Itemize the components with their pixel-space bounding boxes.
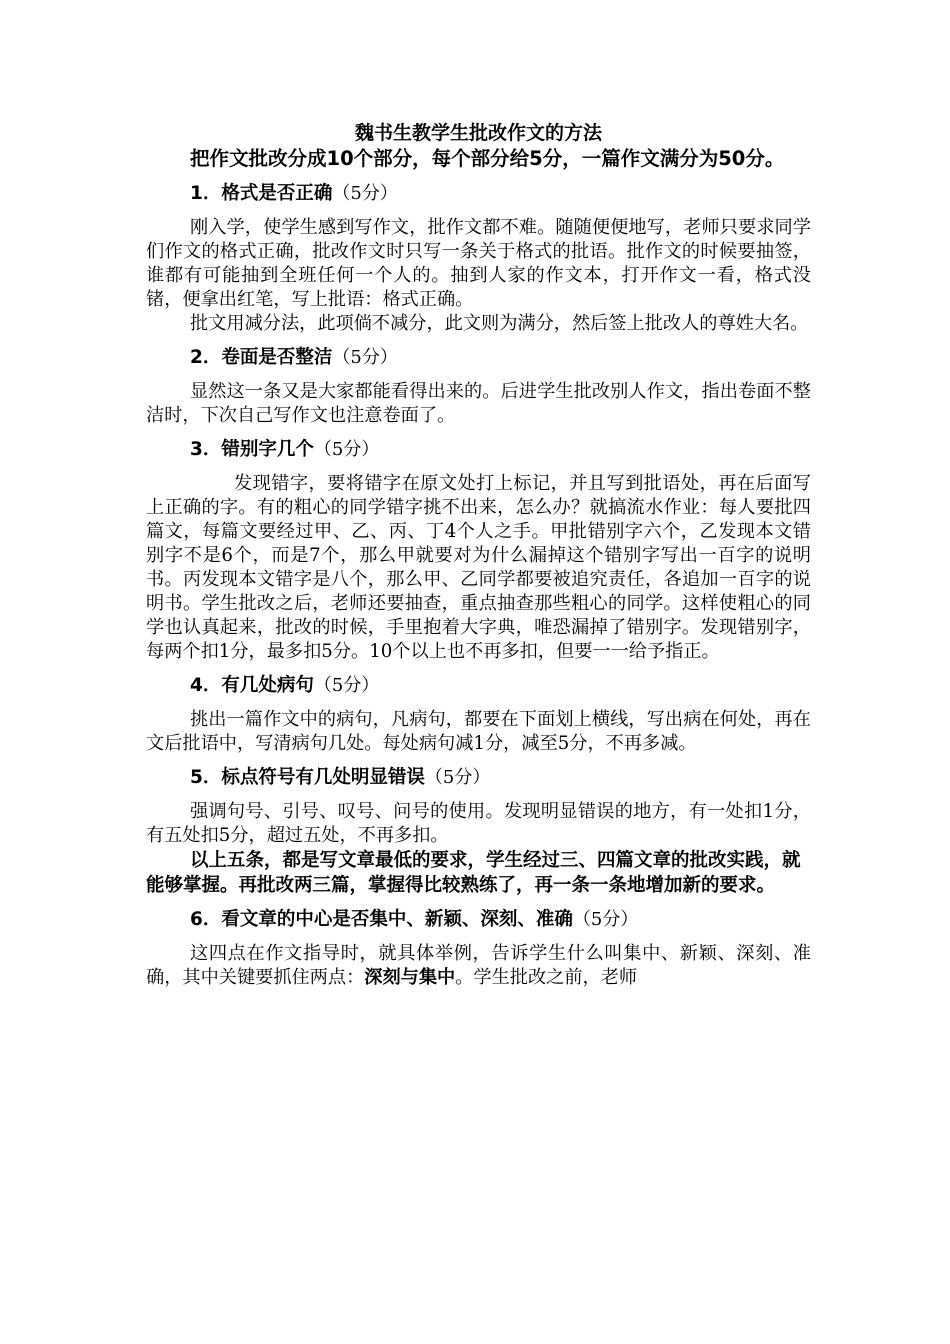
section-3-score: （5分） xyxy=(313,439,380,460)
section-6-text-after: 。学生批改之前，老师 xyxy=(455,967,638,988)
document-body xyxy=(146,120,811,990)
section-1-paragraph-1: 刚入学，使学生感到写作文，批作文都不难。随随便便地写，老师只要求同学们作文的格式正确，批改作文时只写一条关于格式的批语。批作文的时候要抽签，谁都有可能抽到全班任何一个人的。抽到人家的作文本，打开作文一看，格式没锗，便拿出红笔，写上批语：格式正确。 xyxy=(146,217,811,310)
section-4-score: （5分） xyxy=(313,675,380,696)
section-3-heading xyxy=(190,437,811,463)
section-6-score: （5分） xyxy=(572,909,639,930)
section-3-heading-text: 3．错别字几个 xyxy=(190,439,314,460)
section-2-score: （5分） xyxy=(332,347,398,368)
section-2-paragraph-1: 显然这一条又是大家都能看得出来的。后进学生批改别人作文，指出卷面不整洁时，下次自己写作文也注意卷面了。 xyxy=(146,381,811,426)
section-6-heading-text: 6．看文章的中心是否集中、新颖、深刻、准确 xyxy=(190,909,573,930)
section-6-text-before: 这四点在作文指导时，就具体举例，告诉学生什么叫集中、新颖、深刻、准确，其中关键要抓住两点： xyxy=(146,943,811,988)
section-3-paragraph-1: 发现错字，要将错字在原文处打上标记，并且写到批语处，再在后面写上正确的字。有的粗心的同学错字挑不出来，怎么办？就搞流水作业：每人要批四篇文，每篇文要经过甲、乙、丙、丁4个人之手。甲批错别字六个，乙发现本文错别字不是6个，而是7个，那么甲就要对为什么漏掉这个错别字写出一百字的说明书。丙发现本文错字是八个，那么甲、乙同学都要被追究责任，各追加一百字的说明书。学生批改之后，老师还要抽查，重点抽查那些粗心的同学。这样使粗心的同学也认真起来，批改的时候，手里抱着大字典，唯恐漏掉了错别字。发现错别字，每两个扣1分，最多扣5分。10个以上也不再多扣，但要一一给予指正。 xyxy=(146,473,811,662)
section-4-heading xyxy=(190,673,811,699)
section-1-heading xyxy=(190,181,811,207)
section-5-score: （5分） xyxy=(424,767,491,788)
section-1-score: （5分） xyxy=(332,183,398,204)
section-4-heading-text: 4．有几处病句 xyxy=(190,675,314,696)
intro-paragraph: 把作文批改分成10个部分，每个部分给5分，一篇作文满分为50分。 xyxy=(190,147,785,170)
section-5-heading-text: 5．标点符号有几处明显错误 xyxy=(190,767,425,788)
section-6-emphasis: 深刻与集中 xyxy=(364,967,456,988)
section-6-heading xyxy=(190,907,811,933)
section-2-heading xyxy=(190,345,811,371)
section-1-heading-text: 1．格式是否正确 xyxy=(190,183,333,204)
section-2-heading-text: 2．卷面是否整洁 xyxy=(190,347,333,368)
document-title: 魏书生教学生批改作文的方法 xyxy=(354,122,602,144)
section-4-paragraph-1: 挑出一篇作文中的病句，凡病句，都要在下面划上横线，写出病在何处，再在文后批语中，写清病句几处。每处病句减1分，减至5分，不再多减。 xyxy=(146,709,811,754)
section-5-paragraph-1: 强调句号、引号、叹号、问号的使用。发现明显错误的地方，有一处扣1分，有五处扣5分，超过五处，不再多扣。 xyxy=(146,801,811,846)
summary-paragraph: 以上五条，都是写文章最低的要求，学生经过三、四篇文章的批改实践，就能够掌握。再批改两三篇，掌握得比较熟练了，再一条一条地增加新的要求。 xyxy=(146,850,801,896)
section-6-paragraph-1 xyxy=(146,942,811,990)
section-1-paragraph-2: 批文用减分法，此项倘不减分，此文则为满分，然后签上批改人的尊姓大名。 xyxy=(190,313,809,334)
section-5-heading xyxy=(190,765,811,791)
